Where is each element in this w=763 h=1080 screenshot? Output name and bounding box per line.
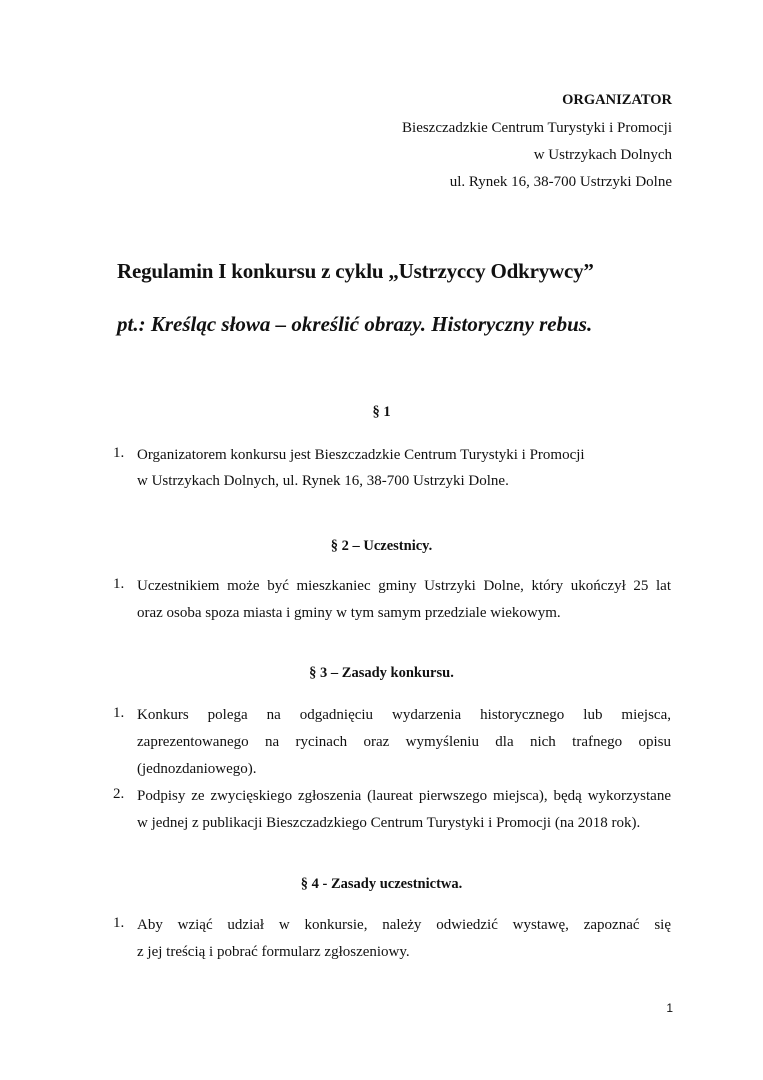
paragraph-line: Uczestnikiem może być mieszkaniec gminy Ustrzyki Dolne, który ukończył 25 lat — [137, 578, 671, 594]
organizer-address: ul. Rynek 16, 38-700 Ustrzyki Dolne — [449, 174, 672, 190]
paragraph-line: (jednozdaniowego). — [137, 761, 257, 777]
item-number: 2. — [113, 786, 125, 802]
section-heading-4: § 4 - Zasady uczestnictwa. — [300, 876, 463, 892]
page-number: 1 — [666, 1001, 673, 1015]
item-number: 1. — [113, 445, 125, 461]
paragraph-line: oraz osoba spoza miasta i gminy w tym samym przedziale wiekowym. — [137, 605, 561, 621]
paragraph-line: Podpisy ze zwycięskiego zgłoszenia (laureat pierwszego miejsca), będą wykorzystane — [137, 788, 671, 804]
item-number: 1. — [113, 705, 125, 721]
document-title: Regulamin I konkursu z cyklu „Ustrzyccy Odkrywcy” — [117, 259, 594, 283]
item-number: 1. — [113, 915, 125, 931]
paragraph-line: w Ustrzykach Dolnych, ul. Rynek 16, 38-700 Ustrzyki Dolne. — [137, 473, 509, 489]
paragraph-line: Aby wziąć udział w konkursie, należy odwiedzić wystawę, zapoznać się — [137, 917, 671, 933]
organizer-location: w Ustrzykach Dolnych — [533, 147, 672, 163]
paragraph-line: Organizatorem konkursu jest Bieszczadzkie Centrum Turystyki i Promocji — [137, 447, 585, 463]
section-heading-3: § 3 – Zasady konkursu. — [309, 665, 454, 681]
section-heading-2: § 2 – Uczestnicy. — [330, 538, 433, 554]
paragraph-line: Konkurs polega na odgadnięciu wydarzenia historycznego lub miejsca, — [137, 707, 671, 723]
organizer-label: ORGANIZATOR — [562, 92, 672, 108]
section-heading-1: § 1 — [372, 404, 391, 420]
paragraph-line: z jej treścią i pobrać formularz zgłoszeniowy. — [137, 944, 410, 960]
item-number: 1. — [113, 576, 125, 592]
paragraph-line: w jednej z publikacji Bieszczadzkiego Centrum Turystyki i Promocji (na 2018 rok). — [137, 815, 641, 831]
organizer-name: Bieszczadzkie Centrum Turystyki i Promocji — [402, 120, 672, 136]
document-subtitle: pt.: Kreśląc słowa – określić obrazy. Historyczny rebus. — [117, 312, 593, 336]
paragraph-line: zaprezentowanego na rycinach oraz wymyśleniu dla nich trafnego opisu — [137, 734, 671, 750]
